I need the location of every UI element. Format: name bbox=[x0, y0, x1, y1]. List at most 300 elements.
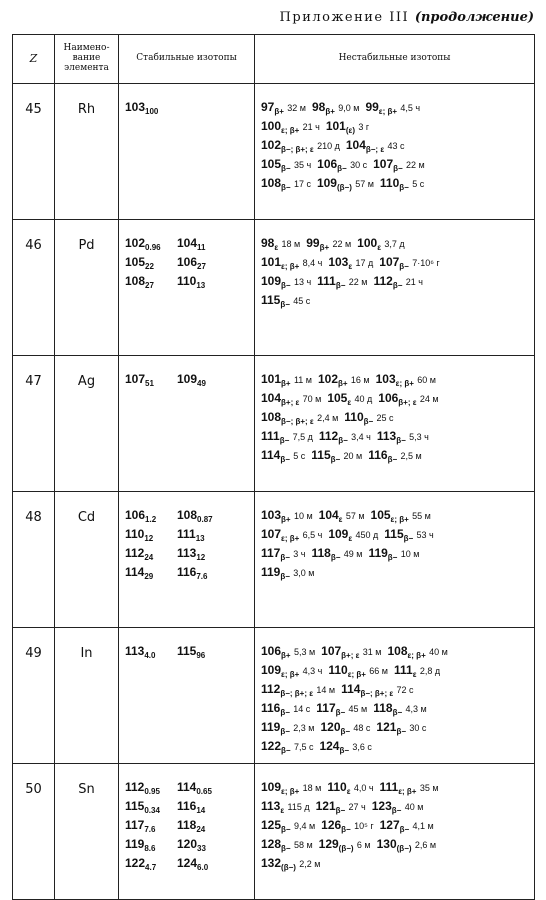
isotope-line bbox=[261, 372, 530, 391]
unstable-isotopes-cell bbox=[255, 628, 535, 764]
isotope-line bbox=[261, 818, 530, 837]
stable-isotopes-cell bbox=[119, 492, 255, 628]
half-life: 115 д bbox=[287, 802, 310, 812]
decay-mode: β− bbox=[393, 164, 403, 173]
isotope bbox=[261, 527, 322, 546]
half-life: 22 м bbox=[332, 239, 352, 249]
isotope bbox=[177, 644, 221, 663]
isotope-line bbox=[125, 565, 250, 584]
decay-mode: β− bbox=[340, 727, 351, 736]
half-life: 5,3 ч bbox=[409, 432, 429, 442]
isotope bbox=[177, 546, 221, 565]
mass-number: 114 bbox=[125, 565, 145, 579]
abundance: 24 bbox=[144, 553, 154, 562]
half-life: 17 д bbox=[355, 258, 374, 268]
isotope bbox=[376, 720, 426, 739]
half-life: 210 д bbox=[317, 141, 340, 151]
element-symbol: Rh bbox=[55, 84, 119, 220]
table-row bbox=[13, 84, 535, 220]
isotope-line bbox=[261, 527, 530, 546]
mass-number: 117 bbox=[316, 701, 336, 715]
mass-number: 112 bbox=[318, 429, 339, 443]
atomic-number: 45 bbox=[13, 84, 55, 220]
isotope bbox=[125, 236, 169, 255]
isotope bbox=[368, 448, 421, 467]
mass-number: 114 bbox=[261, 448, 281, 462]
decay-mode: β+; ε bbox=[341, 651, 360, 660]
decay-mode: β+ bbox=[319, 243, 330, 252]
mass-number: 101 bbox=[261, 372, 282, 386]
half-life: 53 ч bbox=[416, 530, 434, 540]
isotope bbox=[261, 565, 314, 584]
stable-isotopes-cell bbox=[119, 84, 255, 220]
mass-number: 108 bbox=[125, 274, 146, 288]
isotope-table bbox=[12, 34, 535, 900]
mass-number: 109 bbox=[261, 663, 282, 677]
atomic-number: 47 bbox=[13, 356, 55, 492]
decay-mode: β− bbox=[280, 553, 290, 562]
isotope-line bbox=[261, 663, 530, 682]
mass-number: 116 bbox=[177, 565, 197, 579]
half-life: 4,3 ч bbox=[302, 666, 323, 676]
abundance: 24 bbox=[196, 825, 206, 834]
isotope bbox=[261, 682, 335, 701]
mass-number: 111 bbox=[317, 274, 336, 288]
decay-mode: ε; β+ bbox=[378, 107, 398, 116]
table-header-row bbox=[13, 35, 535, 84]
half-life: 5 с bbox=[293, 451, 306, 461]
half-life: 17 с bbox=[293, 179, 311, 189]
abundance: 29 bbox=[144, 572, 154, 581]
isotope-line bbox=[261, 293, 530, 312]
isotope bbox=[261, 739, 313, 758]
abundance: 8.6 bbox=[144, 844, 156, 853]
isotope-line bbox=[125, 799, 250, 818]
unstable-isotopes-cell bbox=[255, 84, 535, 220]
isotope bbox=[317, 157, 367, 176]
isotope bbox=[125, 856, 169, 875]
unstable-isotopes-cell bbox=[255, 356, 535, 492]
isotope bbox=[379, 255, 439, 274]
mass-number: 99 bbox=[306, 236, 320, 250]
isotope-line bbox=[261, 236, 530, 255]
half-life: 4,3 м bbox=[405, 704, 427, 714]
half-life: 58 м bbox=[293, 840, 313, 850]
mass-number: 105 bbox=[370, 508, 391, 522]
decay-mode: β− bbox=[396, 436, 406, 445]
decay-mode: β−; ε bbox=[365, 145, 385, 154]
half-life: 4,0 ч bbox=[353, 783, 374, 793]
decay-mode: β− bbox=[281, 825, 291, 834]
mass-number: 107 bbox=[125, 372, 146, 386]
half-life: 72 с bbox=[396, 685, 414, 695]
isotope bbox=[346, 138, 405, 157]
isotope bbox=[125, 780, 169, 799]
mass-number: 109 bbox=[328, 527, 349, 541]
isotope bbox=[321, 818, 373, 837]
mass-number: 121 bbox=[315, 799, 336, 813]
column-header-name: Наимено-вание элемента bbox=[55, 35, 119, 84]
isotope bbox=[326, 119, 369, 138]
half-life: 4,1 м bbox=[412, 821, 434, 831]
decay-mode: β− bbox=[335, 806, 346, 815]
half-life: 57 м bbox=[345, 511, 365, 521]
mass-number: 125 bbox=[261, 818, 282, 832]
mass-number: 105 bbox=[125, 255, 146, 269]
mass-number: 105 bbox=[261, 157, 282, 171]
mass-number: 119 bbox=[261, 565, 281, 579]
half-life: 31 м bbox=[362, 647, 382, 657]
isotope bbox=[261, 255, 322, 274]
mass-number: 108 bbox=[387, 644, 408, 658]
isotope bbox=[177, 508, 221, 527]
half-life: 70 м bbox=[302, 394, 322, 404]
decay-mode: ε; β+ bbox=[281, 126, 300, 135]
element-symbol: Pd bbox=[55, 220, 119, 356]
header-suffix: (продолжение) bbox=[414, 10, 534, 25]
abundance: 4.7 bbox=[145, 863, 157, 872]
half-life: 57 м bbox=[355, 179, 374, 189]
isotope bbox=[261, 100, 306, 119]
half-life: 18 м bbox=[281, 239, 301, 249]
half-life: 60 м bbox=[417, 375, 436, 385]
isotope-line bbox=[261, 100, 530, 119]
isotope-line bbox=[261, 682, 530, 701]
half-life: 35 м bbox=[419, 783, 439, 793]
mass-number: 107 bbox=[379, 255, 400, 269]
decay-mode: (β−) bbox=[336, 183, 352, 192]
decay-mode: β−; β+; ε bbox=[360, 689, 394, 698]
isotope bbox=[371, 508, 431, 527]
decay-mode: β+ bbox=[338, 379, 348, 388]
decay-mode: ε bbox=[274, 243, 279, 252]
column-header-stable: Стабильные изотопы bbox=[119, 35, 255, 84]
decay-mode: ε; β+ bbox=[395, 379, 414, 388]
isotope bbox=[327, 391, 372, 410]
table-row bbox=[13, 764, 535, 900]
decay-mode: β− bbox=[280, 455, 290, 464]
isotope-line bbox=[261, 274, 530, 293]
decay-mode: (ε) bbox=[345, 126, 355, 135]
decay-mode: ε bbox=[347, 398, 352, 407]
table-row bbox=[13, 220, 535, 356]
column-header-z: Z bbox=[13, 35, 55, 84]
abundance: 0.65 bbox=[196, 787, 212, 796]
isotope-line bbox=[261, 780, 530, 799]
mass-number: 114 bbox=[177, 780, 197, 794]
isotope bbox=[306, 236, 351, 255]
decay-mode: ε; β+ bbox=[407, 651, 426, 660]
half-life: 30 с bbox=[350, 160, 368, 170]
isotope bbox=[377, 837, 436, 856]
half-life: 14 с bbox=[293, 704, 311, 714]
page-header bbox=[280, 10, 534, 25]
isotope-line bbox=[261, 448, 530, 467]
isotope bbox=[311, 546, 362, 565]
isotope-line bbox=[261, 157, 530, 176]
stable-isotopes-cell bbox=[119, 220, 255, 356]
decay-mode: β− bbox=[391, 806, 402, 815]
isotope-line bbox=[261, 644, 530, 663]
isotope bbox=[312, 100, 359, 119]
isotope bbox=[261, 508, 313, 527]
mass-number: 105 bbox=[327, 391, 348, 405]
isotope bbox=[344, 410, 393, 429]
isotope bbox=[261, 119, 320, 138]
half-life: 21 ч bbox=[302, 122, 320, 132]
mass-number: 126 bbox=[321, 818, 342, 832]
abundance: 96 bbox=[196, 651, 206, 660]
isotope bbox=[321, 644, 381, 663]
abundance: 0.95 bbox=[144, 787, 160, 796]
mass-number: 120 bbox=[177, 837, 198, 851]
decay-mode: β−; β+; ε bbox=[281, 145, 314, 154]
half-life: 4,5 ч bbox=[400, 103, 421, 113]
isotope bbox=[387, 644, 447, 663]
mass-number: 119 bbox=[261, 720, 281, 734]
half-life: 25 с bbox=[376, 413, 394, 423]
mass-number: 120 bbox=[320, 720, 341, 734]
mass-number: 107 bbox=[321, 644, 342, 658]
half-life: 9,0 м bbox=[338, 103, 360, 113]
isotope bbox=[377, 429, 429, 448]
mass-number: 109 bbox=[316, 176, 337, 190]
mass-number: 115 bbox=[177, 644, 197, 658]
half-life: 5 с bbox=[412, 179, 425, 189]
mass-number: 113 bbox=[125, 644, 145, 658]
isotope bbox=[125, 644, 169, 663]
decay-mode: β+ bbox=[325, 107, 335, 116]
isotope bbox=[261, 837, 313, 856]
isotope-line bbox=[125, 780, 250, 799]
decay-mode: ε; β+ bbox=[390, 515, 409, 524]
mass-number: 107 bbox=[261, 527, 282, 541]
decay-mode: ε bbox=[377, 243, 381, 252]
mass-number: 101 bbox=[261, 255, 282, 269]
mass-number: 97 bbox=[261, 100, 275, 114]
abundance: 12 bbox=[144, 534, 154, 543]
isotope bbox=[125, 818, 169, 837]
half-life: 14 м bbox=[316, 685, 336, 695]
mass-number: 113 bbox=[177, 546, 197, 560]
half-life: 22 м bbox=[406, 160, 425, 170]
stable-isotopes-cell bbox=[119, 356, 255, 492]
abundance: 51 bbox=[145, 379, 154, 388]
decay-mode: β+; ε bbox=[281, 398, 300, 407]
isotope-line bbox=[125, 508, 250, 527]
mass-number: 122 bbox=[261, 739, 282, 753]
isotope bbox=[125, 837, 169, 856]
half-life: 55 м bbox=[412, 511, 431, 521]
isotope bbox=[319, 837, 371, 856]
decay-mode: β− bbox=[335, 708, 346, 717]
mass-number: 118 bbox=[311, 546, 331, 560]
half-life: 2,5 м bbox=[400, 451, 422, 461]
mass-number: 110 bbox=[327, 780, 347, 794]
decay-mode: β− bbox=[399, 183, 409, 192]
mass-number: 116 bbox=[261, 701, 281, 715]
decay-mode: β− bbox=[335, 281, 346, 290]
mass-number: 114 bbox=[341, 682, 361, 696]
half-life: 48 с bbox=[353, 723, 371, 733]
mass-number: 110 bbox=[328, 663, 348, 677]
mass-number: 108 bbox=[177, 508, 198, 522]
decay-mode: β− bbox=[280, 727, 290, 736]
decay-mode: β− bbox=[403, 534, 414, 543]
decay-mode: β− bbox=[392, 708, 403, 717]
isotope bbox=[125, 255, 169, 274]
abundance: 27 bbox=[145, 281, 154, 290]
decay-mode: β− bbox=[338, 436, 348, 445]
isotope-line bbox=[261, 391, 530, 410]
half-life: 2,8 д bbox=[419, 666, 441, 676]
isotope-line bbox=[261, 837, 530, 856]
header-prefix: Приложение III bbox=[279, 10, 410, 25]
abundance: 14 bbox=[196, 806, 206, 815]
isotope-line bbox=[261, 799, 530, 818]
atomic-number: 50 bbox=[13, 764, 55, 900]
isotope bbox=[384, 527, 433, 546]
unstable-isotopes-cell bbox=[255, 220, 535, 356]
stable-isotopes-cell bbox=[119, 764, 255, 900]
decay-mode: β− bbox=[341, 825, 351, 834]
isotope bbox=[261, 157, 311, 176]
decay-mode: β− bbox=[280, 572, 290, 581]
mass-number: 102 bbox=[261, 138, 282, 152]
isotope bbox=[261, 429, 313, 448]
half-life: 9,4 м bbox=[293, 821, 316, 831]
half-life: 7·10⁶ г bbox=[412, 258, 440, 268]
half-life: 2,4 м bbox=[317, 413, 339, 423]
mass-number: 104 bbox=[177, 236, 198, 250]
mass-number: 100 bbox=[357, 236, 378, 250]
mass-number: 112 bbox=[261, 682, 281, 696]
isotope-line bbox=[125, 546, 250, 565]
decay-mode: β− bbox=[399, 262, 409, 271]
decay-mode: β− bbox=[281, 746, 291, 755]
decay-mode: ε; β+ bbox=[347, 670, 366, 679]
mass-number: 122 bbox=[125, 856, 146, 870]
isotope bbox=[373, 274, 422, 293]
half-life: 10 м bbox=[293, 511, 313, 521]
mass-number: 106 bbox=[317, 157, 338, 171]
abundance: 11 bbox=[197, 243, 206, 252]
isotope bbox=[261, 799, 310, 818]
isotope bbox=[177, 837, 221, 856]
isotope bbox=[319, 429, 371, 448]
mass-number: 102 bbox=[317, 372, 338, 386]
mass-number: 102 bbox=[125, 236, 146, 250]
mass-number: 115 bbox=[311, 448, 331, 462]
decay-mode: β− bbox=[279, 436, 290, 445]
isotope-line bbox=[261, 565, 530, 584]
mass-number: 119 bbox=[125, 837, 145, 851]
mass-number: 98 bbox=[261, 236, 275, 250]
half-life: 45 с bbox=[293, 296, 311, 306]
isotope-line bbox=[261, 138, 530, 157]
decay-mode: β−; β+; ε bbox=[280, 689, 314, 698]
decay-mode: β− bbox=[363, 417, 374, 426]
half-life: 6 м bbox=[356, 840, 371, 850]
half-life: 3,4 ч bbox=[351, 432, 371, 442]
decay-mode: ε bbox=[348, 534, 353, 543]
isotope bbox=[125, 508, 169, 527]
mass-number: 100 bbox=[261, 119, 282, 133]
isotope bbox=[373, 701, 426, 720]
mass-number: 111 bbox=[177, 527, 196, 541]
column-header-unstable: Нестабильные изотопы bbox=[255, 35, 535, 84]
isotope-line bbox=[125, 837, 250, 856]
mass-number: 103 bbox=[125, 100, 146, 114]
decay-mode: ε; β+ bbox=[398, 787, 417, 796]
isotope-line bbox=[125, 236, 250, 255]
isotope-line bbox=[261, 546, 530, 565]
abundance: 33 bbox=[197, 844, 206, 853]
decay-mode: β− bbox=[281, 844, 291, 853]
mass-number: 116 bbox=[368, 448, 388, 462]
isotope bbox=[373, 157, 425, 176]
isotope-line bbox=[261, 739, 530, 758]
mass-number: 108 bbox=[261, 410, 282, 424]
isotope-line bbox=[125, 100, 250, 119]
isotope-line bbox=[125, 274, 250, 293]
decay-mode: β− bbox=[330, 455, 341, 464]
mass-number: 119 bbox=[368, 546, 388, 560]
mass-number: 109 bbox=[261, 274, 282, 288]
mass-number: 99 bbox=[365, 100, 379, 114]
isotope bbox=[261, 274, 311, 293]
abundance: 22 bbox=[145, 262, 154, 271]
decay-mode: ε bbox=[348, 262, 353, 271]
half-life: 24 м bbox=[419, 394, 439, 404]
isotope bbox=[261, 780, 321, 799]
half-life: 3 г bbox=[358, 122, 370, 132]
mass-number: 103 bbox=[328, 255, 349, 269]
isotope bbox=[316, 701, 367, 720]
isotope bbox=[376, 372, 436, 391]
isotope-line bbox=[125, 856, 250, 875]
decay-mode: ε bbox=[338, 515, 343, 524]
decay-mode: β− bbox=[392, 281, 403, 290]
decay-mode: β− bbox=[280, 708, 290, 717]
isotope bbox=[125, 799, 169, 818]
mass-number: 109 bbox=[177, 372, 198, 386]
isotope bbox=[372, 799, 424, 818]
decay-mode: β− bbox=[396, 727, 407, 736]
isotope bbox=[327, 780, 373, 799]
abundance: 6.0 bbox=[197, 863, 209, 872]
isotope bbox=[261, 701, 310, 720]
isotope-line bbox=[261, 856, 530, 875]
half-life: 40 м bbox=[429, 647, 448, 657]
isotope bbox=[177, 818, 221, 837]
half-life: 30 с bbox=[409, 723, 427, 733]
mass-number: 113 bbox=[376, 429, 397, 443]
isotope bbox=[261, 663, 322, 682]
isotope bbox=[177, 372, 221, 391]
isotope bbox=[177, 236, 221, 255]
mass-number: 101 bbox=[325, 119, 346, 133]
decay-mode: β− bbox=[399, 825, 410, 834]
mass-number: 115 bbox=[261, 293, 281, 307]
atomic-number: 48 bbox=[13, 492, 55, 628]
isotope bbox=[177, 527, 221, 546]
mass-number: 103 bbox=[261, 508, 282, 522]
decay-mode: ε bbox=[346, 787, 351, 796]
isotope bbox=[125, 100, 169, 119]
isotope bbox=[125, 274, 169, 293]
mass-number: 115 bbox=[384, 527, 404, 541]
